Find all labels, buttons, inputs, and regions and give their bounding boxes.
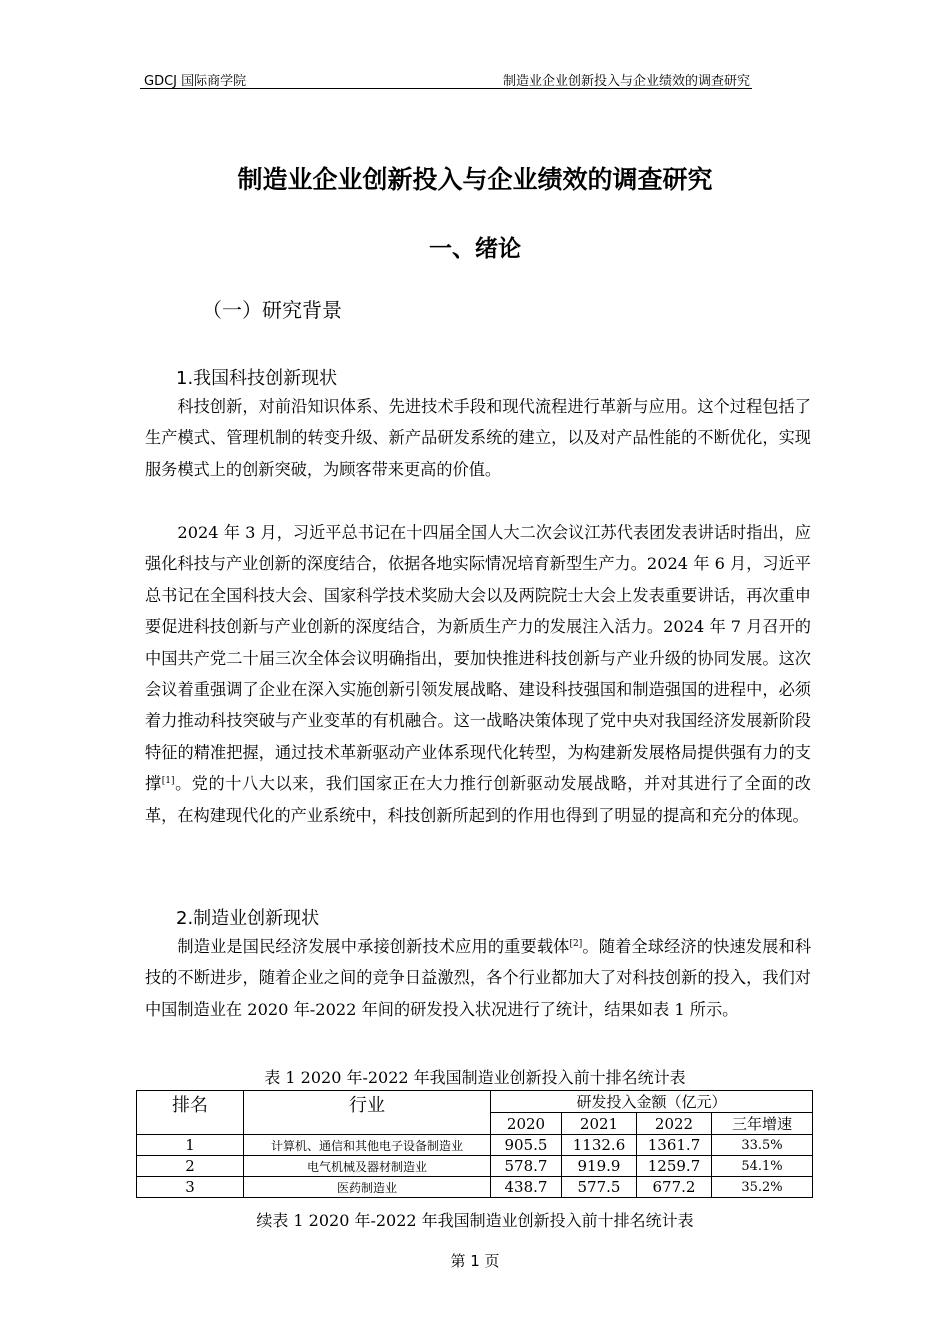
cell-growth: 35.2% (712, 1177, 813, 1198)
cell-2020: 905.5 (491, 1135, 562, 1156)
cell-industry: 电气机械及器材制造业 (244, 1156, 491, 1177)
header-year: 2020 (491, 1113, 562, 1135)
topic1-paragraph-2 (145, 517, 811, 831)
header-rd-amount: 研发投入金额（亿元） (491, 1091, 813, 1113)
cell-2022: 677.2 (637, 1177, 712, 1198)
topic1-paragraph-1: 科技创新，对前沿知识体系、先进技术手段和现代流程进行革新与应用。这个过程包括了生产模式、管理机制的转变升级、新产品研发系统的建立，以及对产品性能的不断优化，实现服务模式上的创新突破，为顾客带来更高的价值。 (145, 397, 811, 479)
table-caption: 表 1 2020 年-2022 年我国制造业创新投入前十排名统计表 (264, 1068, 686, 1087)
header-growth: 三年增速 (712, 1113, 813, 1135)
header-rank: 排名 (137, 1091, 244, 1135)
paragraph-text: 制造业是国民经济发展中承接创新技术应用的重要载体 (177, 937, 570, 956)
header-industry: 行业 (244, 1091, 491, 1135)
subsection-heading: （一）研究背景 (202, 298, 342, 322)
cell-2022: 1259.7 (637, 1156, 712, 1177)
citation-1: [1] (161, 776, 175, 787)
cell-rank: 3 (137, 1177, 244, 1198)
table-row (137, 1156, 813, 1177)
page-number: 第 1 页 (450, 1252, 500, 1270)
topic1-heading: 1.我国科技创新现状 (176, 368, 338, 389)
paragraph-text: 。随着全球经济的快速发展和科技的不断进步，随着企业之间的竞争日益激烈，各个行业都加大了对科技创新的投入，我们对中国制造业在 2020 年-2022 年间的研发投入状况进行了统计，结果如表 1 所示。 (145, 937, 812, 1019)
cell-2020: 438.7 (491, 1177, 562, 1198)
cell-2021: 919.9 (562, 1156, 637, 1177)
rd-investment-table (136, 1090, 813, 1198)
cell-2021: 577.5 (562, 1177, 637, 1198)
table-row (137, 1177, 813, 1198)
continued-table-caption: 续表 1 2020 年-2022 年我国制造业创新投入前十排名统计表 (256, 1211, 694, 1230)
cell-growth: 54.1% (712, 1156, 813, 1177)
header-year: 2022 (637, 1113, 712, 1135)
paragraph-text: 。党的十八大以来，我们国家正在大力推行创新驱动发展战略，并对其进行了全面的改革，在构建现代化的产业系统中，科技创新所起到的作用也得到了明显的提高和充分的体现。 (145, 774, 811, 825)
paragraph-text: 2024 年 3 月，习近平总书记在十四届全国人大二次会议江苏代表团发表讲话时指出，应强化科技与产业创新的深度结合，依据各地实际情况培育新型生产力。2024 年 6 月，习近平总书记在全国科技大会、国家科学技术奖励大会以及两院院士大会上发表重要讲话，再次重申要促进科技创新与产业创新的深度结合，为新质生产力的发展注入活力。2024 年 7 月召开的中国共产党二十届三次全体会议明确指出，要加快推进科技创新与产业升级的协同发展。这次会议着重强调了企业在深入实施创新引领发展战略、建设科技强国和制造强国的进程中，必须着力推动科技突破与产业变革的有机融合。这一战略决策体现了党中央对我国经济发展新阶段特征的精准把握，通过技术革新驱动产业体系现代化转型，为构建新发展格局提供强有力的支撑 (145, 523, 811, 794)
cell-2021: 1132.6 (562, 1135, 637, 1156)
header-left: GDCJ 国际商学院 (144, 74, 247, 89)
cell-rank: 2 (137, 1156, 244, 1177)
citation-2: [2] (569, 939, 583, 949)
cell-2022: 1361.7 (637, 1135, 712, 1156)
topic2-paragraph-1 (145, 931, 811, 1025)
page-header (140, 68, 752, 89)
document-title: 制造业企业创新投入与企业绩效的调查研究 (237, 165, 713, 194)
cell-growth: 33.5% (712, 1135, 813, 1156)
cell-rank: 1 (137, 1135, 244, 1156)
section-heading: 一、绪论 (429, 236, 521, 262)
cell-industry: 医药制造业 (244, 1177, 491, 1198)
header-year: 2021 (562, 1113, 637, 1135)
table-row (137, 1135, 813, 1156)
header-right: 制造业企业创新投入与企业绩效的调查研究 (502, 74, 750, 89)
topic2-heading: 2.制造业创新现状 (176, 908, 320, 929)
cell-industry: 计算机、通信和其他电子设备制造业 (244, 1135, 491, 1156)
cell-2020: 578.7 (491, 1156, 562, 1177)
